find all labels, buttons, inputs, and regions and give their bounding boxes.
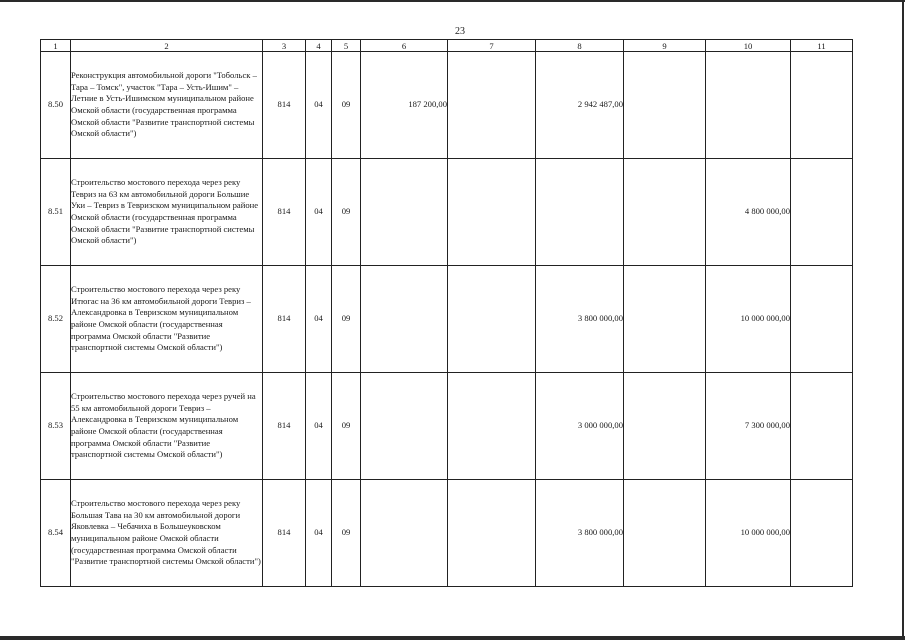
value-col-10: 7 300 000,00	[706, 373, 791, 480]
code-col-5: 09	[332, 480, 361, 587]
value-col-6	[361, 480, 448, 587]
code-col-5: 09	[332, 266, 361, 373]
code-col-4: 04	[306, 159, 332, 266]
code-col-5: 09	[332, 159, 361, 266]
value-col-6: 187 200,00	[361, 52, 448, 159]
value-col-7	[448, 373, 536, 480]
code-col-5: 09	[332, 52, 361, 159]
column-header: 2	[71, 40, 263, 52]
value-col-11	[791, 373, 853, 480]
value-col-11	[791, 480, 853, 587]
value-col-8: 3 000 000,00	[536, 373, 624, 480]
column-header: 1	[41, 40, 71, 52]
column-header: 3	[263, 40, 306, 52]
value-col-11	[791, 52, 853, 159]
value-col-10: 4 800 000,00	[706, 159, 791, 266]
value-col-10: 10 000 000,00	[706, 266, 791, 373]
value-col-9	[624, 480, 706, 587]
value-col-11	[791, 159, 853, 266]
value-col-8: 3 800 000,00	[536, 266, 624, 373]
page-number: 23	[455, 26, 465, 37]
value-col-10	[706, 52, 791, 159]
code-col-3: 814	[263, 373, 306, 480]
table-row	[41, 373, 853, 480]
value-col-7	[448, 480, 536, 587]
column-header: 10	[706, 40, 791, 52]
column-header: 6	[361, 40, 448, 52]
value-col-9	[624, 159, 706, 266]
scan-edge-top	[0, 0, 905, 2]
code-col-4: 04	[306, 266, 332, 373]
row-description: Строительство мостового перехода через ручей на 55 км автомобильной дороги Тевриз – Александровка в Тевризском муниципальном районе Омской области (государственная программа Омской области "Развитие транспортной системы Омской области")	[71, 373, 263, 480]
table-row	[41, 159, 853, 266]
code-col-4: 04	[306, 373, 332, 480]
value-col-8: 3 800 000,00	[536, 480, 624, 587]
row-number: 8.52	[41, 266, 71, 373]
table-row	[41, 266, 853, 373]
budget-table	[40, 39, 853, 587]
row-description: Строительство мостового перехода через реку Итюгас на 36 км автомобильной дороги Тевриз – Александровка в Тевризском муниципальном районе Омской области (государственная программа Омской области "Развитие транспортной системы Омской области")	[71, 266, 263, 373]
value-col-11	[791, 266, 853, 373]
row-number: 8.50	[41, 52, 71, 159]
value-col-6	[361, 159, 448, 266]
row-number: 8.54	[41, 480, 71, 587]
column-header: 9	[624, 40, 706, 52]
code-col-3: 814	[263, 159, 306, 266]
code-col-4: 04	[306, 480, 332, 587]
column-header: 5	[332, 40, 361, 52]
column-header: 7	[448, 40, 536, 52]
code-col-5: 09	[332, 373, 361, 480]
column-header: 4	[306, 40, 332, 52]
value-col-7	[448, 266, 536, 373]
column-header: 11	[791, 40, 853, 52]
code-col-4: 04	[306, 52, 332, 159]
row-description: Строительство мостового перехода через реку Большая Тава на 30 км автомобильной дороги Яковлевка – Чебачиха в Большеуковском муниципальном районе Омской области (государственная программа Омской области "Развитие транспортной системы Омской области")	[71, 480, 263, 587]
value-col-8	[536, 159, 624, 266]
code-col-3: 814	[263, 52, 306, 159]
row-description: Реконструкция автомобильной дороги "Тобольск – Тара – Томск", участок "Тара – Усть-Ишим" – Летние в Усть-Ишимском муниципальном районе Омской области (государственная программа Омской области "Развитие транспортной системы Омской области")	[71, 52, 263, 159]
code-col-3: 814	[263, 266, 306, 373]
value-col-6	[361, 373, 448, 480]
row-number: 8.53	[41, 373, 71, 480]
table-row	[41, 52, 853, 159]
value-col-9	[624, 52, 706, 159]
column-header: 8	[536, 40, 624, 52]
scan-edge-right	[902, 0, 904, 640]
value-col-6	[361, 266, 448, 373]
code-col-3: 814	[263, 480, 306, 587]
table-row	[41, 480, 853, 587]
value-col-9	[624, 373, 706, 480]
scan-edge-bottom	[0, 636, 905, 640]
row-description: Строительство мостового перехода через реку Тевриз на 63 км автомобильной дороги Большие Уки – Тевриз в Тевризском муниципальном районе Омской области (государственная программа Омской области "Развитие транспортной системы Омской области")	[71, 159, 263, 266]
column-number-row	[41, 40, 853, 52]
value-col-10: 10 000 000,00	[706, 480, 791, 587]
value-col-7	[448, 159, 536, 266]
value-col-8: 2 942 487,00	[536, 52, 624, 159]
value-col-7	[448, 52, 536, 159]
value-col-9	[624, 266, 706, 373]
row-number: 8.51	[41, 159, 71, 266]
